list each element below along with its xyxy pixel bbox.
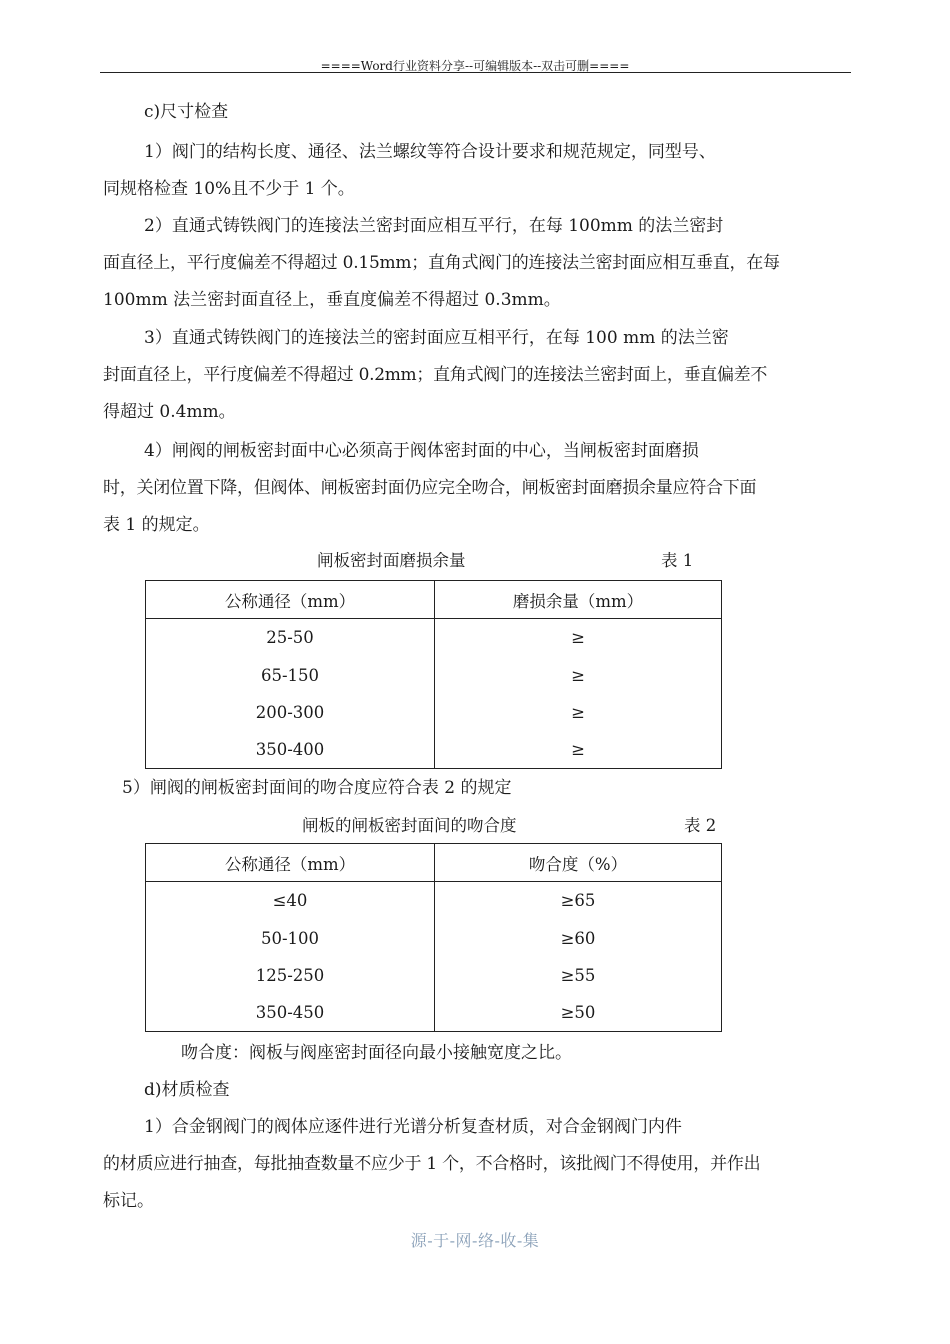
page-header: ====Word行业资料分享--可编辑版本--双击可删==== — [320, 59, 630, 73]
table2-cell: 350-450 — [146, 994, 435, 1032]
paragraph-line: 时，关闭位置下降，但阀体、闸板密封面仍应完全吻合，闸板密封面磨损余量应符合下面 — [103, 478, 757, 498]
table2-cell: ≥65 — [435, 882, 722, 920]
table1-cell: 25-50 — [146, 619, 435, 657]
table2-cell: ≥55 — [435, 957, 722, 994]
table2-cell: ≥50 — [435, 994, 722, 1032]
table-row — [146, 731, 722, 769]
paragraph-line: 5）闸阀的闸板密封面间的吻合度应符合表 2 的规定 — [122, 778, 512, 798]
paragraph-line: 同规格检查 10%且不少于 1 个。 — [103, 179, 355, 199]
table2-caption: 闸板的闸板密封面间的吻合度 — [302, 816, 517, 835]
header-divider — [100, 72, 851, 73]
table1-cell: ≥ — [435, 619, 722, 657]
table2-cell: 50-100 — [146, 920, 435, 957]
paragraph-line: 2）直通式铸铁阀门的连接法兰密封面应相互平行，在每 100mm 的法兰密封 — [144, 216, 724, 236]
table1-cell: ≥ — [435, 731, 722, 769]
table1 — [145, 580, 722, 769]
table2-cell: 125-250 — [146, 957, 435, 994]
paragraph-line: 封面直径上，平行度偏差不得超过 0.2mm；直角式阀门的连接法兰密封面上，垂直偏差不 — [103, 365, 768, 385]
table-row — [146, 994, 722, 1032]
paragraph-line: 表 1 的规定。 — [103, 515, 210, 535]
table2 — [145, 843, 722, 1032]
table-row — [146, 882, 722, 920]
table1-cell: 350-400 — [146, 731, 435, 769]
section-c-title: c)尺寸检查 — [144, 102, 229, 122]
table-row — [146, 657, 722, 694]
paragraph-line: 3）直通式铸铁阀门的连接法兰的密封面应互相平行，在每 100 mm 的法兰密 — [144, 328, 729, 348]
table-row — [146, 920, 722, 957]
paragraph-line: 的材质应进行抽查，每批抽查数量不应少于 1 个，不合格时，该批阀门不得使用，并作出 — [103, 1154, 761, 1174]
table-row — [146, 957, 722, 994]
table1-cell: 65-150 — [146, 657, 435, 694]
paragraph-line: 100mm 法兰密封面直径上，垂直度偏差不得超过 0.3mm。 — [103, 290, 561, 310]
table1-cell: ≥ — [435, 694, 722, 731]
paragraph-line: 4）闸阀的闸板密封面中心必须高于阀体密封面的中心，当闸板密封面磨损 — [144, 441, 699, 461]
paragraph-line: 1）合金钢阀门的阀体应逐件进行光谱分析复查材质，对合金钢阀门内件 — [144, 1117, 682, 1137]
table2-label: 表 2 — [684, 816, 717, 835]
section-d-title: d)材质检查 — [144, 1080, 230, 1100]
table2-cell: ≥60 — [435, 920, 722, 957]
table1-caption: 闸板密封面磨损余量 — [317, 551, 466, 570]
page-footer: 源-于-网-络-收-集 — [410, 1231, 540, 1250]
table1-label: 表 1 — [661, 551, 694, 570]
table2-header-cell: 吻合度（%） — [435, 844, 722, 882]
table2-note: 吻合度：阀板与阀座密封面径向最小接触宽度之比。 — [181, 1043, 572, 1063]
table-row — [146, 694, 722, 731]
table1-cell: 200-300 — [146, 694, 435, 731]
table1-cell: ≥ — [435, 657, 722, 694]
table2-cell: ≤40 — [146, 882, 435, 920]
table-row — [146, 619, 722, 657]
table1-header-cell: 磨损余量（mm） — [435, 581, 722, 619]
paragraph-line: 1）阀门的结构长度、通径、法兰螺纹等符合设计要求和规范规定，同型号、 — [144, 142, 716, 162]
paragraph-line: 面直径上，平行度偏差不得超过 0.15mm；直角式阀门的连接法兰密封面应相互垂直，在每 — [103, 253, 780, 273]
paragraph-line: 标记。 — [103, 1191, 154, 1211]
table2-header-cell: 公称通径（mm） — [146, 844, 435, 882]
paragraph-line: 得超过 0.4mm。 — [103, 402, 236, 422]
table1-header-cell: 公称通径（mm） — [146, 581, 435, 619]
